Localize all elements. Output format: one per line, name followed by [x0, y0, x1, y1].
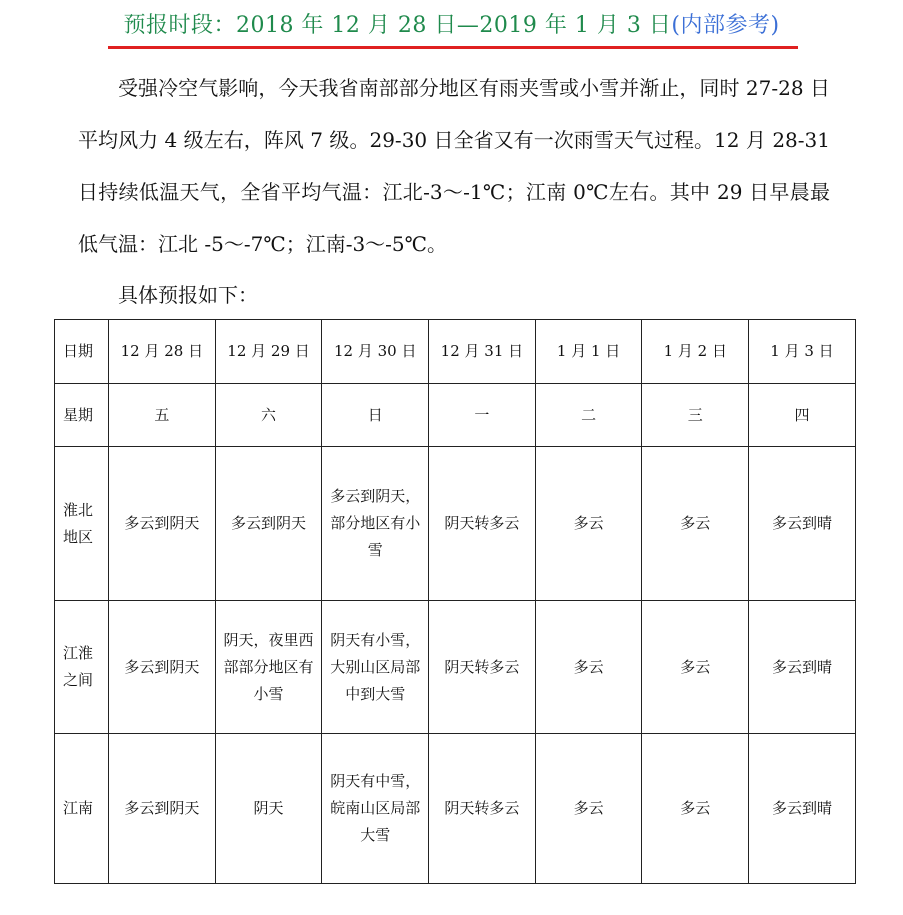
forecast-cell: 多云到晴: [749, 601, 856, 734]
weekday-cell: 一: [429, 384, 536, 447]
table-row-weekday: [55, 384, 856, 447]
red-divider: [108, 46, 798, 49]
forecast-period-title: [0, 8, 903, 39]
date-cell: 12 月 29 日: [215, 320, 322, 384]
forecast-cell: 多云: [535, 447, 642, 601]
forecast-cell: 阴天有中雪，皖南山区局部大雪: [322, 734, 429, 884]
forecast-cell: 阴天，夜里西部部分地区有小雪: [215, 601, 322, 734]
region-label: 江淮之间: [55, 601, 109, 734]
intro-line: 具体预报如下：: [118, 283, 258, 307]
forecast-cell: 多云到晴: [749, 447, 856, 601]
weekday-cell: 二: [535, 384, 642, 447]
date-cell: 1 月 1 日: [535, 320, 642, 384]
region-label: 淮北地区: [55, 447, 109, 601]
forecast-cell: 多云: [642, 447, 749, 601]
weekday-label: 星期: [55, 384, 109, 447]
forecast-cell: 多云: [642, 734, 749, 884]
forecast-cell: 阴天: [215, 734, 322, 884]
region-label: 江南: [55, 734, 109, 884]
table-row-jianghuai: [55, 601, 856, 734]
table-row-date: [55, 320, 856, 384]
summary-paragraph: 受强冷空气影响，今天我省南部部分地区有雨夹雪或小雪并渐止，同时 27-28 日平均风力 4 级左右，阵风 7 级。29-30 日全省又有一次雨雪天气过程。12 月 28-31 日持续低温天气，全省平均气温：江北-3～-1℃；江南 0℃左右。其中 29 日早晨最低气温：江北 -5～-7℃；江南-3～-5℃。: [78, 76, 830, 256]
date-cell: 1 月 2 日: [642, 320, 749, 384]
forecast-cell: 阴天有小雪，大别山区局部中到大雪: [322, 601, 429, 734]
date-label: 日期: [55, 320, 109, 384]
date-cell: 12 月 31 日: [429, 320, 536, 384]
table-row-jiangnan: [55, 734, 856, 884]
date-cell: 12 月 30 日: [322, 320, 429, 384]
date-cell: 1 月 3 日: [749, 320, 856, 384]
table-row-huaibei: [55, 447, 856, 601]
forecast-cell: 多云到阴天: [109, 734, 216, 884]
title-main: 预报时段：2018 年 12 月 28 日—2019 年 1 月 3 日: [123, 13, 672, 38]
weekday-cell: 日: [322, 384, 429, 447]
title-note: (内部参考): [671, 13, 780, 38]
forecast-cell: 多云到阴天，部分地区有小雪: [322, 447, 429, 601]
forecast-cell: 多云: [535, 601, 642, 734]
forecast-cell: 多云到阴天: [215, 447, 322, 601]
forecast-cell: 多云到阴天: [109, 601, 216, 734]
date-cell: 12 月 28 日: [109, 320, 216, 384]
forecast-cell: 多云: [642, 601, 749, 734]
forecast-table: [54, 319, 856, 884]
forecast-cell: 阴天转多云: [429, 601, 536, 734]
weekday-cell: 四: [749, 384, 856, 447]
forecast-cell: 多云: [535, 734, 642, 884]
forecast-cell: 多云到晴: [749, 734, 856, 884]
weekday-cell: 三: [642, 384, 749, 447]
forecast-cell: 多云到阴天: [109, 447, 216, 601]
weekday-cell: 六: [215, 384, 322, 447]
forecast-cell: 阴天转多云: [429, 734, 536, 884]
forecast-cell: 阴天转多云: [429, 447, 536, 601]
weekday-cell: 五: [109, 384, 216, 447]
